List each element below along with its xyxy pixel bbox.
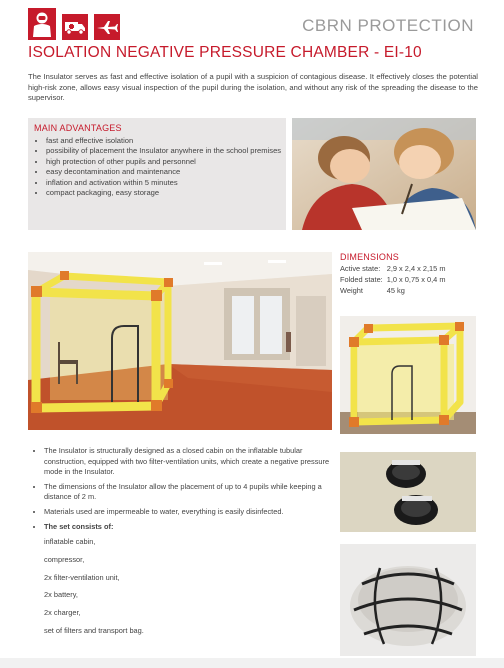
dimensions-block <box>340 252 490 297</box>
description-item: • Materials used are impermeable to water, everything is easily disinfected. <box>44 507 330 518</box>
set-contents-item <box>44 522 330 639</box>
main-advantages-box <box>28 118 286 230</box>
advantage-item: • high protection of other pupils and personnel <box>46 157 286 167</box>
dimension-value: 1,0 x 0,75 x 0,4 m <box>386 275 446 284</box>
dimension-row <box>340 286 449 297</box>
description-item: • The dimensions of the Insulator allow the placement of up to 4 pupils while keeping a distance of 2 m. <box>44 482 330 503</box>
category-label: CBRN PROTECTION <box>302 16 474 35</box>
filter-ventilation-unit-photo <box>340 452 476 532</box>
set-item: inflatable cabin, <box>44 537 96 547</box>
set-item: set of filters and transport bag. <box>44 625 144 635</box>
dimensions-table <box>340 264 449 297</box>
dimension-value: 45 kg <box>386 286 405 295</box>
intro-text: The Insulator serves as fast and effective isolation of a pupil with a suspicion of contagious disease. It effectively closes the potential high-risk zone, allows easy visual inspection of the pupil during the isolation, and without any risk of the spreading the disease to the supervisor. <box>28 72 478 102</box>
children-drawing-photo <box>292 118 476 230</box>
dimension-label: Folded state: <box>340 275 383 284</box>
description-section <box>30 446 330 642</box>
dimension-label: Active state: <box>340 264 381 273</box>
advantage-item: • fast and effective isolation <box>46 136 286 146</box>
dimension-label: Weight <box>340 286 363 295</box>
set-item: 2x filter-ventilation unit, <box>44 572 120 582</box>
inflatable-cabin-photo <box>340 316 476 434</box>
set-item: 2x charger, <box>44 607 81 617</box>
plane-icon <box>94 14 120 40</box>
header-icons <box>28 8 120 40</box>
school-corridor-photo <box>28 252 332 430</box>
dimension-row <box>340 264 449 275</box>
dimension-row <box>340 275 449 286</box>
page-footer-band <box>0 658 504 668</box>
advantage-item: • possibility of placement the Insulator anywhere in the school premises <box>46 146 286 156</box>
dimensions-heading: DIMENSIONS <box>340 252 400 262</box>
set-item: compressor, <box>44 554 85 564</box>
dimension-value: 2,9 x 2,4 x 2,15 m <box>386 264 446 273</box>
advantages-list <box>34 136 286 198</box>
set-item: 2x battery, <box>44 590 78 600</box>
advantage-item: • inflation and activation within 5 minutes <box>46 178 286 188</box>
advantage-item: • compact packaging, easy storage <box>46 188 286 198</box>
advantage-item: • easy decontamination and maintenance <box>46 167 286 177</box>
advantages-heading: MAIN ADVANTAGES <box>34 123 122 133</box>
description-item: • The Insulator is structurally designed as a closed cabin on the inflatable tubular construction, equipped with two filter-ventilation units, which create a negative pressure mode in the Insulator. <box>44 446 330 478</box>
page-title: ISOLATION NEGATIVE PRESSURE CHAMBER - EI-10 <box>28 44 422 61</box>
set-contents-title: The set consists of: <box>44 521 114 531</box>
biohazard-person-icon <box>28 8 56 40</box>
ambulance-icon <box>62 14 88 40</box>
transport-bag-photo <box>340 544 476 656</box>
description-list <box>30 446 330 638</box>
